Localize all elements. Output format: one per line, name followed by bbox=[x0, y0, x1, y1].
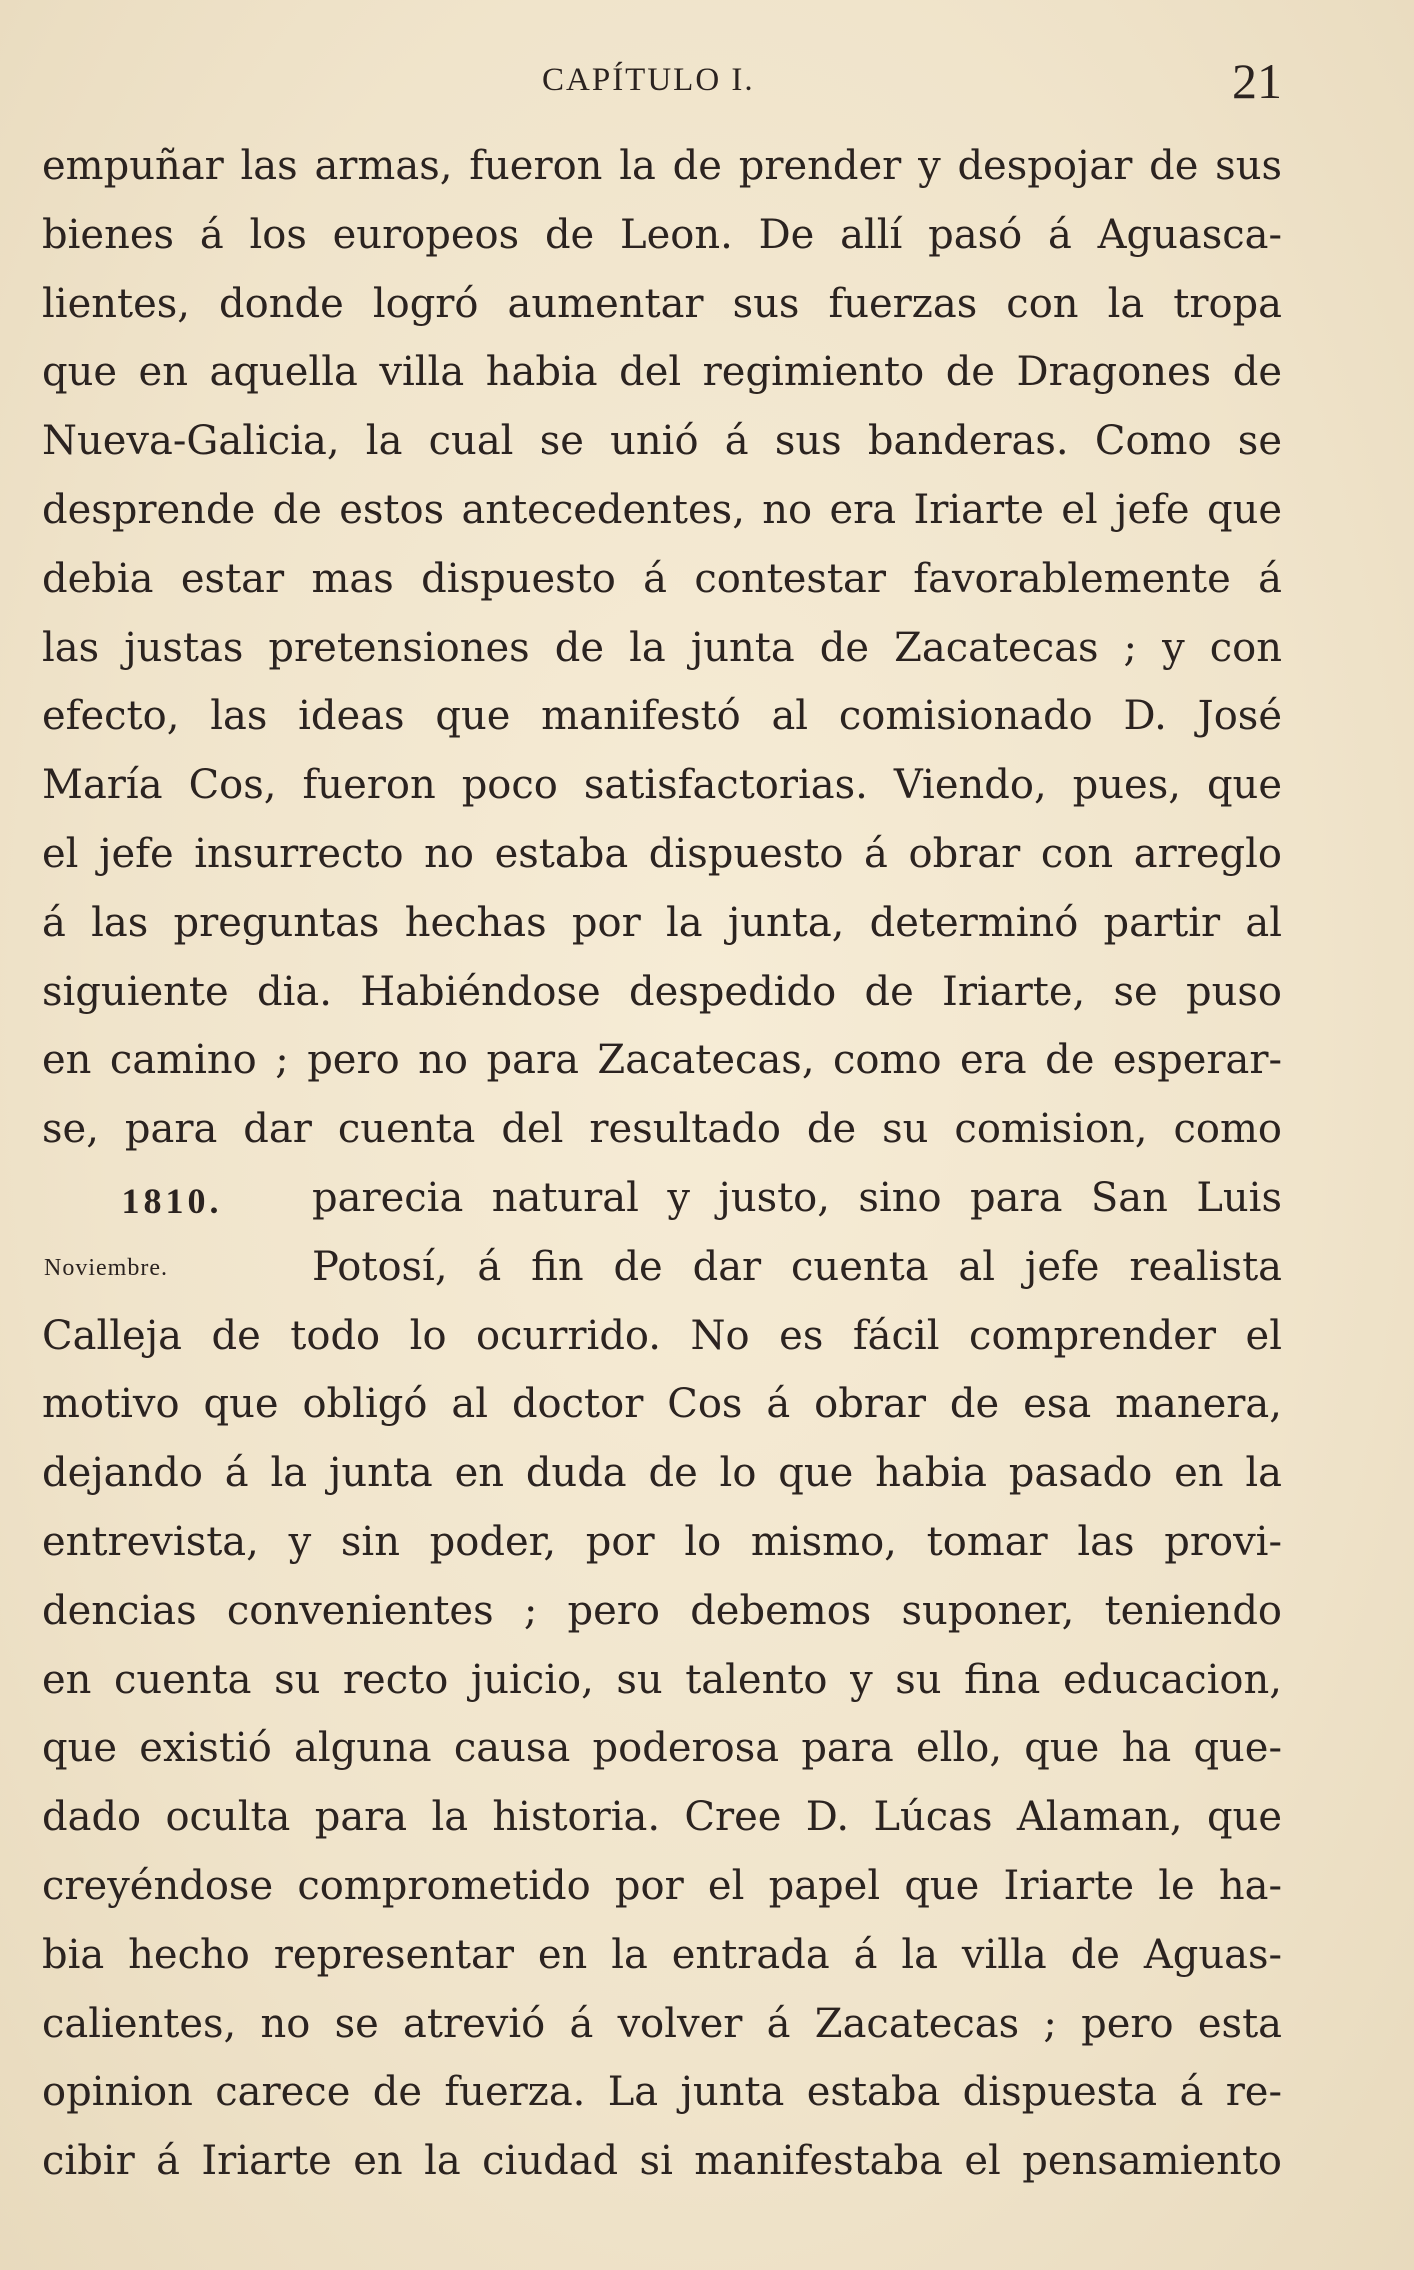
chapter-heading: CAPÍTULO I. bbox=[542, 62, 755, 98]
text-line: empuñar las armas, fueron la de prender y despojar de sus bbox=[42, 143, 1282, 189]
marginal-month: Noviembre. bbox=[44, 1254, 168, 1281]
text-line: desprende de estos antecedentes, no era Iriarte el jefe que bbox=[42, 486, 1282, 533]
text-line: las justas pretensiones de la junta de Zacatecas ; y con bbox=[42, 624, 1282, 671]
text-line: dado oculta para la historia. Cree D. Lúcas Alaman, que bbox=[42, 1794, 1282, 1841]
text-line: en cuenta su recto juicio, su talento y su fina educacion, bbox=[42, 1656, 1282, 1703]
text-line: Potosí, á fin de dar cuenta al jefe realista bbox=[312, 1243, 1282, 1290]
text-line: cibir á Iriarte en la ciudad si manifestaba el pensamiento bbox=[42, 2138, 1282, 2185]
text-line: bia hecho representar en la entrada á la villa de Aguas- bbox=[42, 1931, 1282, 1978]
marginal-row bbox=[42, 1233, 1282, 1302]
text-line: se, para dar cuenta del resultado de su comision, como bbox=[42, 1106, 1282, 1153]
text-line: opinion carece de fuerza. La junta estaba dispuesta á re- bbox=[42, 2069, 1282, 2116]
marginal-row bbox=[42, 1164, 1282, 1233]
marginal-year: 1810. bbox=[121, 1180, 223, 1221]
text-line: siguiente dia. Habiéndose despedido de Iriarte, se puso bbox=[42, 968, 1282, 1015]
text-line: efecto, las ideas que manifestó al comisionado D. José bbox=[42, 693, 1282, 740]
running-header bbox=[42, 52, 1282, 112]
text-line: en camino ; pero no para Zacatecas, como era de esperar- bbox=[42, 1037, 1282, 1084]
page-number: 21 bbox=[1232, 53, 1282, 109]
text-line: á las preguntas hechas por la junta, determinó partir al bbox=[42, 899, 1282, 946]
text-line: bienes á los europeos de Leon. De allí pasó á Aguasca- bbox=[42, 211, 1282, 258]
text-line: motivo que obligó al doctor Cos á obrar de esa manera, bbox=[42, 1381, 1282, 1428]
text-line: María Cos, fueron poco satisfactorias. Viendo, pues, que bbox=[42, 762, 1282, 809]
text-line: creyéndose comprometido por el papel que Iriarte le ha- bbox=[42, 1862, 1282, 1909]
body-text bbox=[42, 132, 1282, 2196]
text-line: que en aquella villa habia del regimiento de Dragones de bbox=[42, 349, 1282, 396]
text-line: calientes, no se atrevió á volver á Zacatecas ; pero esta bbox=[42, 2000, 1282, 2047]
text-line: lientes, donde logró aumentar sus fuerzas con la tropa bbox=[42, 280, 1282, 327]
text-line: parecia natural y justo, sino para San Luis bbox=[312, 1174, 1282, 1221]
text-line: dejando á la junta en duda de lo que habia pasado en la bbox=[42, 1450, 1282, 1497]
text-line: entrevista, y sin poder, por lo mismo, tomar las provi- bbox=[42, 1518, 1282, 1565]
text-line: dencias convenientes ; pero debemos suponer, teniendo bbox=[42, 1587, 1282, 1634]
text-line: Calleja de todo lo ocurrido. No es fácil comprender el bbox=[42, 1312, 1282, 1359]
text-line: Nueva-Galicia, la cual se unió á sus banderas. Como se bbox=[42, 418, 1282, 465]
text-line: que existió alguna causa poderosa para ello, que ha que- bbox=[42, 1725, 1282, 1772]
text-line: el jefe insurrecto no estaba dispuesto á obrar con arreglo bbox=[42, 830, 1282, 877]
text-line: debia estar mas dispuesto á contestar favorablemente á bbox=[42, 555, 1282, 602]
